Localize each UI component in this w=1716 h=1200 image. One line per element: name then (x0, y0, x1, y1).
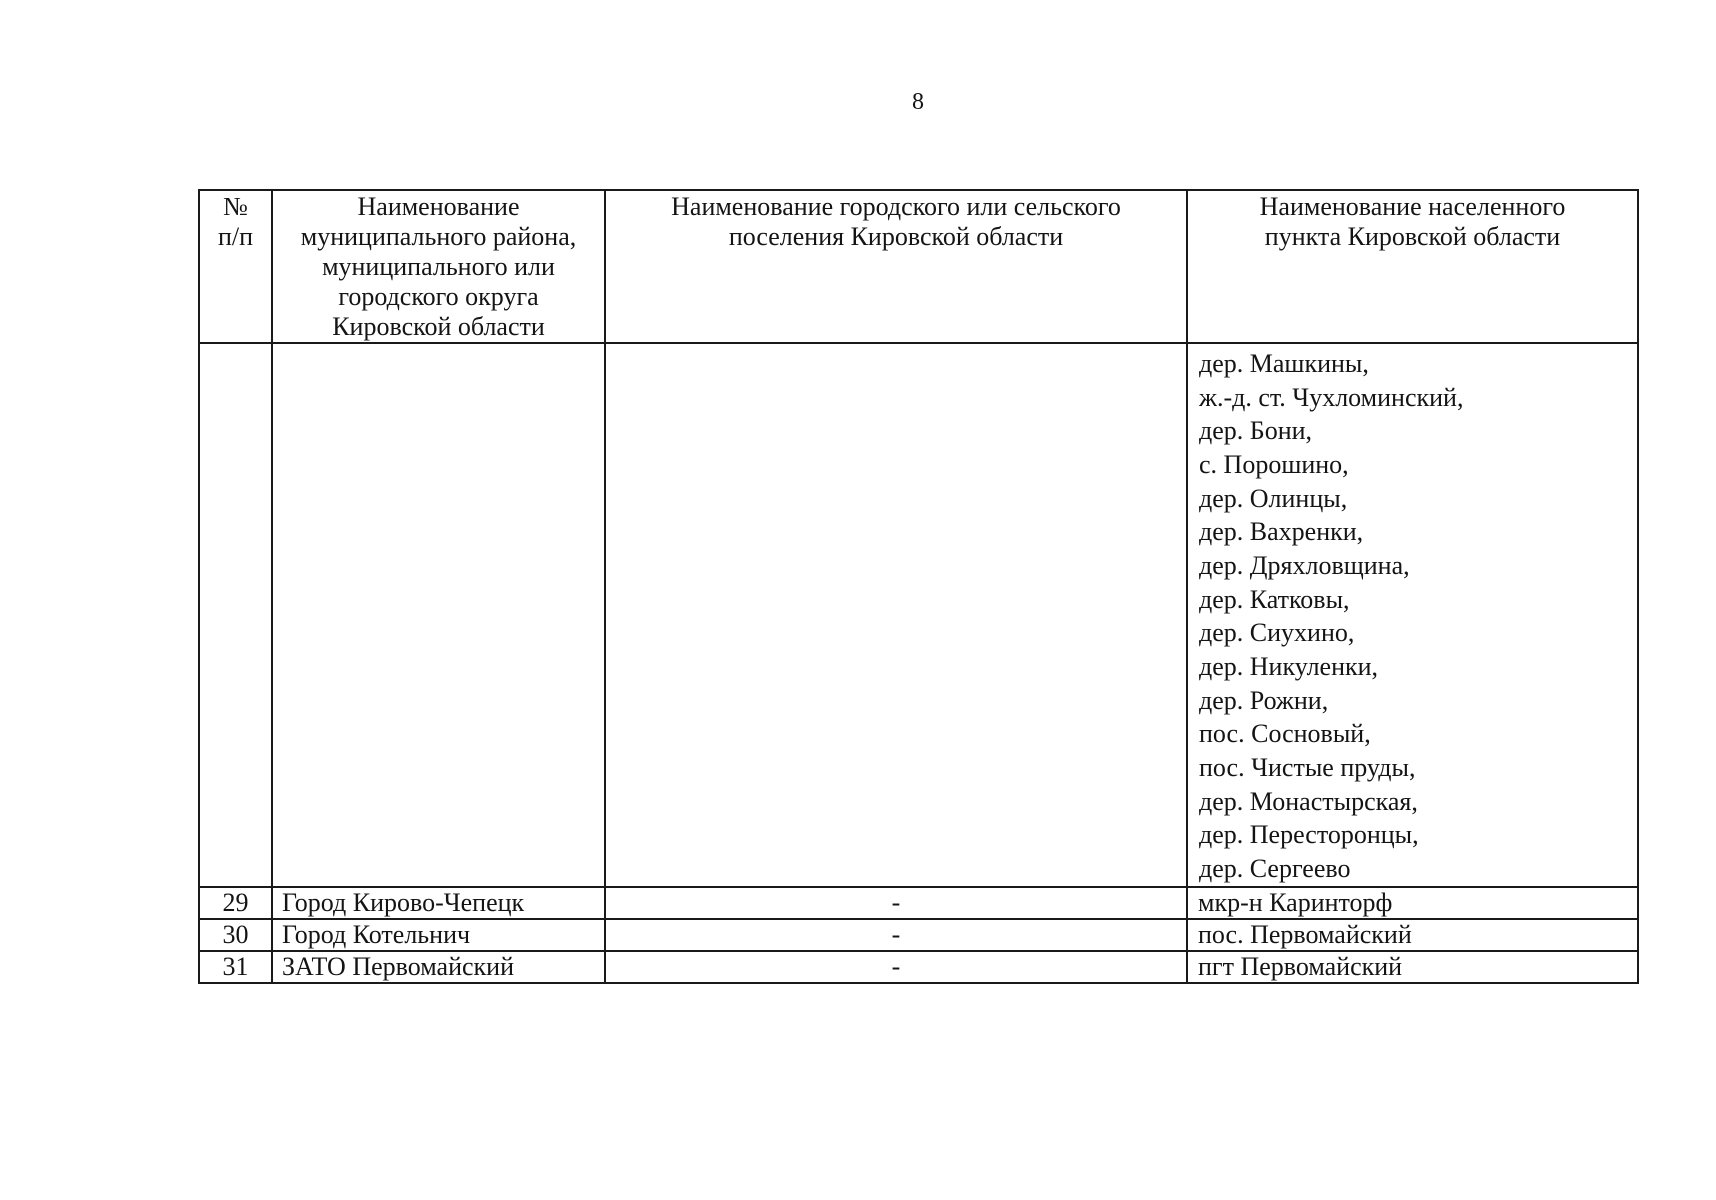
header-line: городского округа (338, 282, 539, 311)
page-number: 8 (912, 89, 924, 115)
cell-number: 30 (199, 919, 272, 951)
header-line: Кировской области (332, 312, 545, 341)
cell-locality: мкр-н Каринторф (1187, 887, 1638, 919)
header-line: муниципального района, (300, 222, 577, 251)
table-row (199, 343, 1638, 887)
header-line: Наименование (357, 192, 520, 221)
locality-list (1188, 344, 1637, 886)
list-item: ж.-д. ст. Чухломинский, (1199, 382, 1464, 412)
cell-locality: пгт Первомайский (1187, 951, 1638, 983)
header-line: № (223, 192, 248, 221)
header-settlement (605, 190, 1187, 343)
list-item: дер. Вахренки, (1199, 517, 1364, 547)
list-item: дер. Бони, (1199, 416, 1313, 446)
list-item: дер. Катковы, (1199, 584, 1350, 614)
list-item: пос. Сосновый, (1199, 719, 1371, 749)
header-number (199, 190, 272, 343)
list-item: дер. Никуленки, (1199, 651, 1379, 681)
list-item: дер. Сергеево (1199, 853, 1351, 883)
list-item: дер. Олинцы, (1199, 483, 1348, 513)
cell-district: Город Котельнич (272, 919, 605, 951)
table-header-row (199, 190, 1638, 343)
header-line: пункта Кировской области (1264, 222, 1561, 251)
header-locality (1187, 190, 1638, 343)
cell-number: 31 (199, 951, 272, 983)
header-line: муниципального или (322, 252, 555, 281)
table-row (199, 951, 1638, 983)
list-item: дер. Дряхловщина, (1199, 550, 1410, 580)
header-line: Наименование населенного (1259, 192, 1566, 221)
cell-settlement: - (605, 919, 1187, 951)
header-line: Наименование городского или сельского (671, 192, 1121, 221)
settlements-table (198, 189, 1639, 984)
cell-district: ЗАТО Первомайский (272, 951, 605, 983)
cell-district: Город Кирово-Чепецк (272, 887, 605, 919)
cell-locality: пос. Первомайский (1187, 919, 1638, 951)
header-district (272, 190, 605, 343)
list-item: дер. Сиухино, (1199, 618, 1355, 648)
list-item: с. Порошино, (1199, 449, 1349, 479)
cell-district (272, 343, 605, 887)
list-item: дер. Монастырская, (1199, 786, 1418, 816)
list-item: дер. Пересторонцы, (1199, 820, 1419, 850)
cell-number (199, 343, 272, 887)
table-row (199, 919, 1638, 951)
cell-settlement: - (605, 951, 1187, 983)
list-item: пос. Чистые пруды, (1199, 752, 1416, 782)
cell-localities (1187, 343, 1638, 887)
list-item: дер. Машкины, (1199, 349, 1369, 378)
cell-settlement (605, 343, 1187, 887)
list-item: дер. Рожни, (1199, 685, 1329, 715)
header-line: поселения Кировской области (728, 222, 1064, 251)
header-line: п/п (217, 222, 254, 251)
table-row (199, 887, 1638, 919)
cell-settlement: - (605, 887, 1187, 919)
cell-number: 29 (199, 887, 272, 919)
